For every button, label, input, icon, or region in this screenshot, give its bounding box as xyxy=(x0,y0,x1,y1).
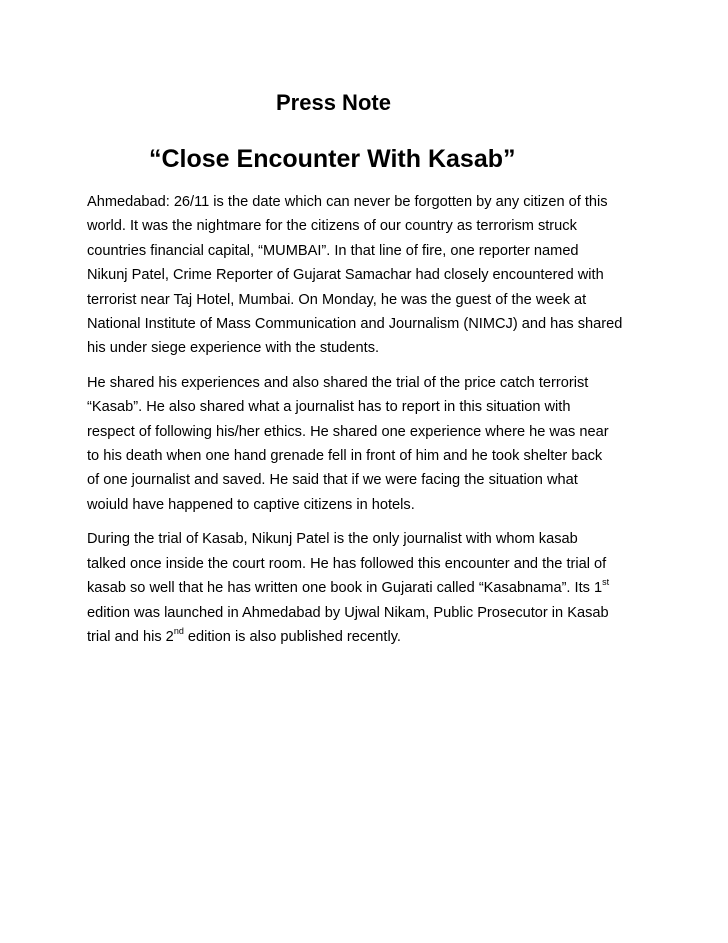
paragraph-1 xyxy=(87,190,647,361)
text-line: of one journalist and saved. He said that if we were facing the situation what xyxy=(87,472,578,489)
press-note-label: Press Note xyxy=(276,90,391,115)
text-segment: kasab so well that he has written one book in Gujarati called “Kasabnama”. Its 1 xyxy=(87,580,603,597)
text-line: talked once inside the court room. He has followed this encounter and the trial of xyxy=(87,555,607,572)
text-line: world. It was the nightmare for the citizens of our country as terrorism struck xyxy=(87,218,577,235)
text-line: Nikunj Patel, Crime Reporter of Gujarat Samachar had closely encountered with xyxy=(87,267,604,284)
text-line: National Institute of Mass Communication and Journalism (NIMCJ) and has shared xyxy=(87,316,623,333)
ordinal-suffix: st xyxy=(602,577,610,588)
text-line: “Kasab”. He also shared what a journalist has to report in this situation with xyxy=(87,399,571,416)
text-segment: trial and his 2 xyxy=(87,628,174,645)
text-line: his under siege experience with the students. xyxy=(87,340,380,357)
document-title: “Close Encounter With Kasab” xyxy=(149,145,516,173)
paragraph-3 xyxy=(87,527,647,649)
text-line: terrorist near Taj Hotel, Mumbai. On Monday, he was the guest of the week at xyxy=(87,291,587,308)
document-body xyxy=(87,190,647,659)
text-segment: edition is also published recently. xyxy=(183,628,401,645)
text-line: edition was launched in Ahmedabad by Ujwal Nikam, Public Prosecutor in Kasab xyxy=(87,604,609,621)
ordinal-suffix: nd xyxy=(173,626,184,637)
text-line: He shared his experiences and also shared the trial of the price catch terrorist xyxy=(87,374,589,391)
text-line: to his death when one hand grenade fell in front of him and he took shelter back xyxy=(87,448,603,465)
text-line: woiuld have happened to captive citizens in hotels. xyxy=(87,496,415,513)
paragraph-2 xyxy=(87,371,647,517)
text-line: During the trial of Kasab, Nikunj Patel is the only journalist with whom kasab xyxy=(87,531,578,548)
text-line xyxy=(87,625,647,649)
text-line: Ahmedabad: 26/11 is the date which can never be forgotten by any citizen of this xyxy=(87,194,608,210)
text-line: respect of following his/her ethics. He shared one experience where he was near xyxy=(87,423,609,440)
text-line xyxy=(87,576,647,600)
text-line: countries financial capital, “MUMBAI”. In that line of fire, one reporter named xyxy=(87,242,579,259)
